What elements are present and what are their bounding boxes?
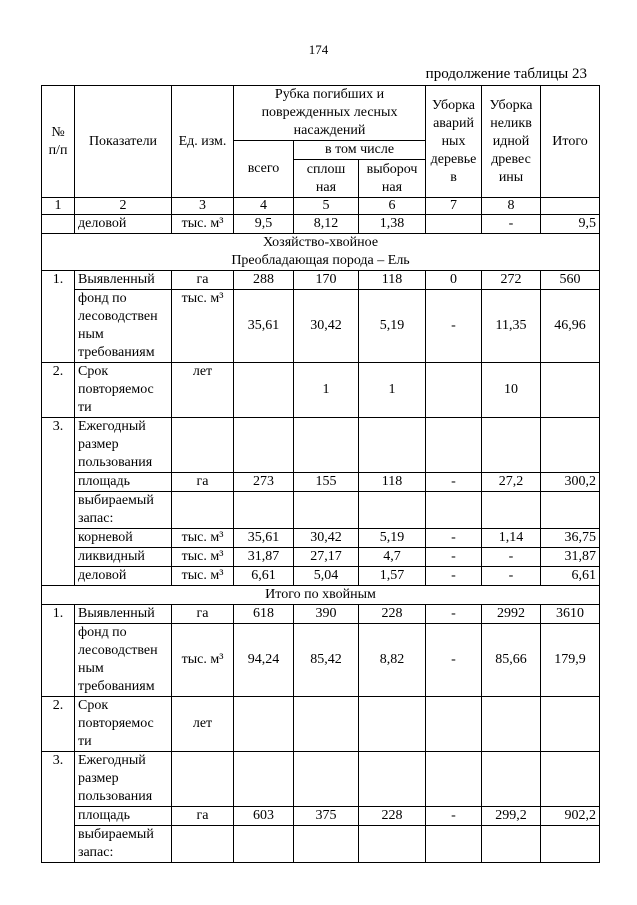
cell-itogo [541, 826, 600, 863]
page-number: 174 [308, 42, 329, 57]
cell-illiquid: 299,2 [482, 807, 541, 826]
cell-unit: тыс. м³ [172, 548, 234, 567]
table-row [42, 752, 600, 807]
cell-emergency: - [426, 473, 482, 492]
table-row [42, 290, 600, 363]
table-row [42, 567, 600, 586]
cell-selective [359, 697, 426, 752]
cell-illiquid [482, 826, 541, 863]
cell-num: 3. [42, 418, 75, 586]
cell-unit [172, 418, 234, 473]
header-including: в том числе [294, 141, 426, 160]
col-number: 5 [294, 198, 359, 215]
cell-itogo [541, 697, 600, 752]
cell-total: 273 [234, 473, 294, 492]
cell-itogo: 300,2 [541, 473, 600, 492]
cell-clear [294, 418, 359, 473]
cell-itogo: 3610 [541, 605, 600, 624]
cell-name: фонд по лесоводствен ным требованиям [75, 290, 172, 363]
col-number: 1 [42, 198, 75, 215]
cell-unit: га [172, 271, 234, 290]
data-table [41, 85, 600, 863]
table-row [42, 418, 600, 473]
header-num: № п/п [42, 86, 75, 198]
table-row [42, 215, 600, 234]
cell-illiquid: 27,2 [482, 473, 541, 492]
table-row [42, 529, 600, 548]
table-row [42, 363, 600, 418]
cell-total [234, 697, 294, 752]
table-row [42, 271, 600, 290]
cell-emergency: - [426, 548, 482, 567]
cell-unit: тыс. м³ [172, 624, 234, 697]
cell-unit: тыс. м³ [172, 567, 234, 586]
cell-total: 31,87 [234, 548, 294, 567]
cell-clear: 8,12 [294, 215, 359, 234]
cell-clear [294, 492, 359, 529]
table-row [42, 605, 600, 624]
cell-illiquid: 10 [482, 363, 541, 418]
cell-clear: 1 [294, 363, 359, 418]
cell-illiquid: - [482, 215, 541, 234]
cell-clear: 375 [294, 807, 359, 826]
cell-total [234, 826, 294, 863]
table-row [42, 473, 600, 492]
cell-unit [172, 826, 234, 863]
cell-emergency [426, 215, 482, 234]
cell-unit [172, 752, 234, 807]
header-indicators: Показатели [75, 86, 172, 198]
header-unit: Ед. изм. [172, 86, 234, 198]
cell-emergency: - [426, 567, 482, 586]
cell-itogo: 46,96 [541, 290, 600, 363]
cell-itogo: 560 [541, 271, 600, 290]
cell-itogo: 179,9 [541, 624, 600, 697]
cell-illiquid: 2992 [482, 605, 541, 624]
cell-itogo [541, 492, 600, 529]
cell-total: 35,61 [234, 529, 294, 548]
cell-name: деловой [75, 215, 172, 234]
col-number: 6 [359, 198, 426, 215]
table-continuation-label: продолжение таблицы 23 [425, 66, 587, 82]
cell-selective: 5,19 [359, 529, 426, 548]
section-title [42, 234, 600, 271]
cell-selective: 228 [359, 605, 426, 624]
cell-itogo [541, 752, 600, 807]
table-row [42, 826, 600, 863]
cell-num: 3. [42, 752, 75, 863]
cell-clear: 85,42 [294, 624, 359, 697]
cell-total [234, 752, 294, 807]
section-row [42, 586, 600, 605]
cell-itogo [541, 418, 600, 473]
cell-selective: 118 [359, 271, 426, 290]
header-total: всего [234, 141, 294, 198]
cell-name: ликвидный [75, 548, 172, 567]
cell-clear: 5,04 [294, 567, 359, 586]
cell-total: 9,5 [234, 215, 294, 234]
cell-itogo: 31,87 [541, 548, 600, 567]
cell-total: 603 [234, 807, 294, 826]
cell-selective [359, 418, 426, 473]
cell-selective [359, 492, 426, 529]
cell-total: 618 [234, 605, 294, 624]
cell-illiquid [482, 697, 541, 752]
cell-total: 288 [234, 271, 294, 290]
section-total-conifers: Итого по хвойным [42, 586, 600, 605]
cell-unit: лет [172, 697, 234, 752]
col-number: 3 [172, 198, 234, 215]
cell-name: Срок повторяемос ти [75, 363, 172, 418]
table-row [42, 492, 600, 529]
cell-selective: 228 [359, 807, 426, 826]
cell-unit: га [172, 807, 234, 826]
cell-clear: 27,17 [294, 548, 359, 567]
section-species: Преобладающая порода – Ель [231, 253, 410, 268]
cell-illiquid: 1,14 [482, 529, 541, 548]
cell-emergency [426, 697, 482, 752]
cell-unit: тыс. м³ [172, 290, 234, 363]
cell-clear: 155 [294, 473, 359, 492]
cell-selective [359, 826, 426, 863]
cell-emergency [426, 418, 482, 473]
cell-emergency: - [426, 807, 482, 826]
table-row [42, 807, 600, 826]
cell-selective [359, 752, 426, 807]
header-clear: сплош ная [294, 160, 359, 198]
cell-illiquid: 11,35 [482, 290, 541, 363]
cell-itogo: 36,75 [541, 529, 600, 548]
cell-itogo [541, 363, 600, 418]
cell-itogo: 6,61 [541, 567, 600, 586]
col-number: 4 [234, 198, 294, 215]
cell-emergency [426, 826, 482, 863]
cell-clear: 170 [294, 271, 359, 290]
cell-num [42, 215, 75, 234]
cell-num: 2. [42, 697, 75, 752]
header-emergency: Уборка аварий ных деревье в [426, 86, 482, 198]
col-number: 7 [426, 198, 482, 215]
cell-name: деловой [75, 567, 172, 586]
cell-total: 94,24 [234, 624, 294, 697]
cell-name: Ежегодный размер пользования [75, 752, 172, 807]
cell-name: корневой [75, 529, 172, 548]
section-row [42, 234, 600, 271]
cell-itogo: 9,5 [541, 215, 600, 234]
cell-emergency: - [426, 529, 482, 548]
table-row [42, 697, 600, 752]
cell-num: 1. [42, 271, 75, 363]
table-row [42, 624, 600, 697]
cell-illiquid: 272 [482, 271, 541, 290]
cell-illiquid: 85,66 [482, 624, 541, 697]
header-selective: выбороч ная [359, 160, 426, 198]
cell-selective: 118 [359, 473, 426, 492]
cell-illiquid [482, 418, 541, 473]
cell-name: Ежегодный размер пользования [75, 418, 172, 473]
header-row [42, 86, 600, 141]
cell-emergency [426, 752, 482, 807]
cell-total [234, 363, 294, 418]
col-number [541, 198, 600, 215]
cell-selective: 1,38 [359, 215, 426, 234]
cell-emergency: - [426, 624, 482, 697]
cell-total [234, 492, 294, 529]
cell-selective: 8,82 [359, 624, 426, 697]
header-illiquid: Уборка неликв идной древес ины [482, 86, 541, 198]
cell-unit: га [172, 605, 234, 624]
cell-clear [294, 697, 359, 752]
cell-clear [294, 826, 359, 863]
cell-unit: тыс. м³ [172, 215, 234, 234]
cell-illiquid [482, 752, 541, 807]
cell-name: Выявленный [75, 605, 172, 624]
cell-total: 35,61 [234, 290, 294, 363]
cell-name: фонд по лесоводствен ным требованиям [75, 624, 172, 697]
cell-clear: 390 [294, 605, 359, 624]
cell-emergency: - [426, 605, 482, 624]
table-row [42, 548, 600, 567]
cell-name: площадь [75, 807, 172, 826]
cell-selective: 4,7 [359, 548, 426, 567]
cell-total: 6,61 [234, 567, 294, 586]
cell-unit: тыс. м³ [172, 529, 234, 548]
cell-selective: 1 [359, 363, 426, 418]
cell-name: Выявленный [75, 271, 172, 290]
cell-clear: 30,42 [294, 529, 359, 548]
cell-itogo: 902,2 [541, 807, 600, 826]
cell-num: 1. [42, 605, 75, 697]
cell-name: выбираемый запас: [75, 492, 172, 529]
header-itogo: Итого [541, 86, 600, 198]
cell-emergency: - [426, 290, 482, 363]
section-farm: Хозяйство-хвойное [262, 235, 379, 250]
cell-name: выбираемый запас: [75, 826, 172, 863]
cell-selective: 5,19 [359, 290, 426, 363]
cell-illiquid [482, 492, 541, 529]
cell-clear [294, 752, 359, 807]
cell-name: Срок повторяемос ти [75, 697, 172, 752]
cell-illiquid: - [482, 548, 541, 567]
cell-illiquid: - [482, 567, 541, 586]
cell-emergency [426, 363, 482, 418]
cell-num: 2. [42, 363, 75, 418]
header-felling: Рубка погибших и поврежденных лесных насаждений [234, 86, 426, 141]
cell-unit: га [172, 473, 234, 492]
cell-unit: лет [172, 363, 234, 418]
cell-emergency: 0 [426, 271, 482, 290]
column-numbers-row [42, 198, 600, 215]
col-number: 2 [75, 198, 172, 215]
col-number: 8 [482, 198, 541, 215]
cell-total [234, 418, 294, 473]
cell-name: площадь [75, 473, 172, 492]
cell-emergency [426, 492, 482, 529]
cell-selective: 1,57 [359, 567, 426, 586]
cell-clear: 30,42 [294, 290, 359, 363]
cell-unit [172, 492, 234, 529]
